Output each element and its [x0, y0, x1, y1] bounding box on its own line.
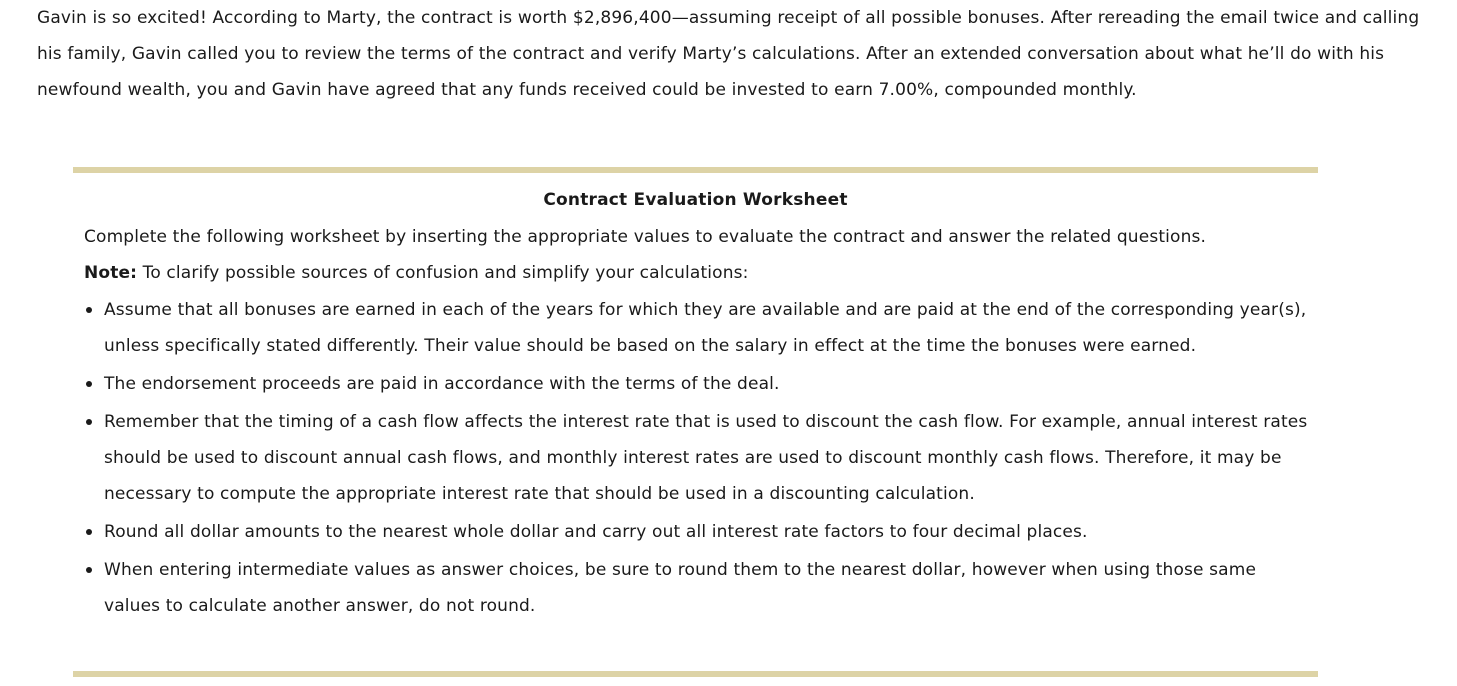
list-item-text: The endorsement proceeds are paid in accordance with the terms of the deal. [104, 374, 780, 394]
bullet-icon [86, 307, 92, 313]
list-item-text: Remember that the timing of a cash flow affects the interest rate that is used to discount the cash flow. For example, annual interest rates should be used to discount annual cash flows, and monthly interest rates are used to discount monthly cash flows. Therefore, it may be necessary to compute the appropriate interest rate that should be used in a discounting calculation. [104, 412, 1308, 504]
worksheet-instructions: Complete the following worksheet by inserting the appropriate values to evaluate the contract and answer the related questions. [84, 227, 1207, 247]
note-text: To clarify possible sources of confusion and simplify your calculations: [137, 263, 749, 283]
list-item [84, 366, 1316, 402]
list-item-text: Assume that all bonuses are earned in each of the years for which they are available and are paid at the end of the corresponding year(s), unless specifically stated differently. Their value should be based on the salary in effect at the time the bonuses were earned. [104, 300, 1307, 356]
bullet-icon [86, 567, 92, 573]
list-item [84, 404, 1316, 512]
note-label: Note: [84, 263, 138, 283]
worksheet-top-rule [73, 167, 1318, 173]
intro-paragraph: Gavin is so excited! According to Marty, the contract is worth $2,896,400—assuming receipt of all possible bonuses. After rereading the email twice and calling his family, Gavin called you to review the terms of the contract and verify Marty’s calculations. After an extended conversation about what he’ll do with his newfound wealth, you and Gavin have agreed that any funds received could be invested to earn 7.00%, compounded monthly. [37, 8, 1420, 100]
bullet-icon [86, 419, 92, 425]
worksheet-bottom-rule [73, 671, 1318, 677]
worksheet-note [84, 261, 749, 285]
worksheet-title: Contract Evaluation Worksheet [543, 190, 848, 210]
bullet-icon [86, 529, 92, 535]
bullet-icon [86, 381, 92, 387]
assumptions-list [84, 292, 1316, 626]
list-item-text: Round all dollar amounts to the nearest whole dollar and carry out all interest rate factors to four decimal places. [104, 522, 1088, 542]
list-item [84, 292, 1316, 364]
list-item-text: When entering intermediate values as answer choices, be sure to round them to the nearest dollar, however when using those same values to calculate another answer, do not round. [104, 560, 1257, 616]
list-item [84, 514, 1316, 550]
list-item [84, 552, 1316, 624]
